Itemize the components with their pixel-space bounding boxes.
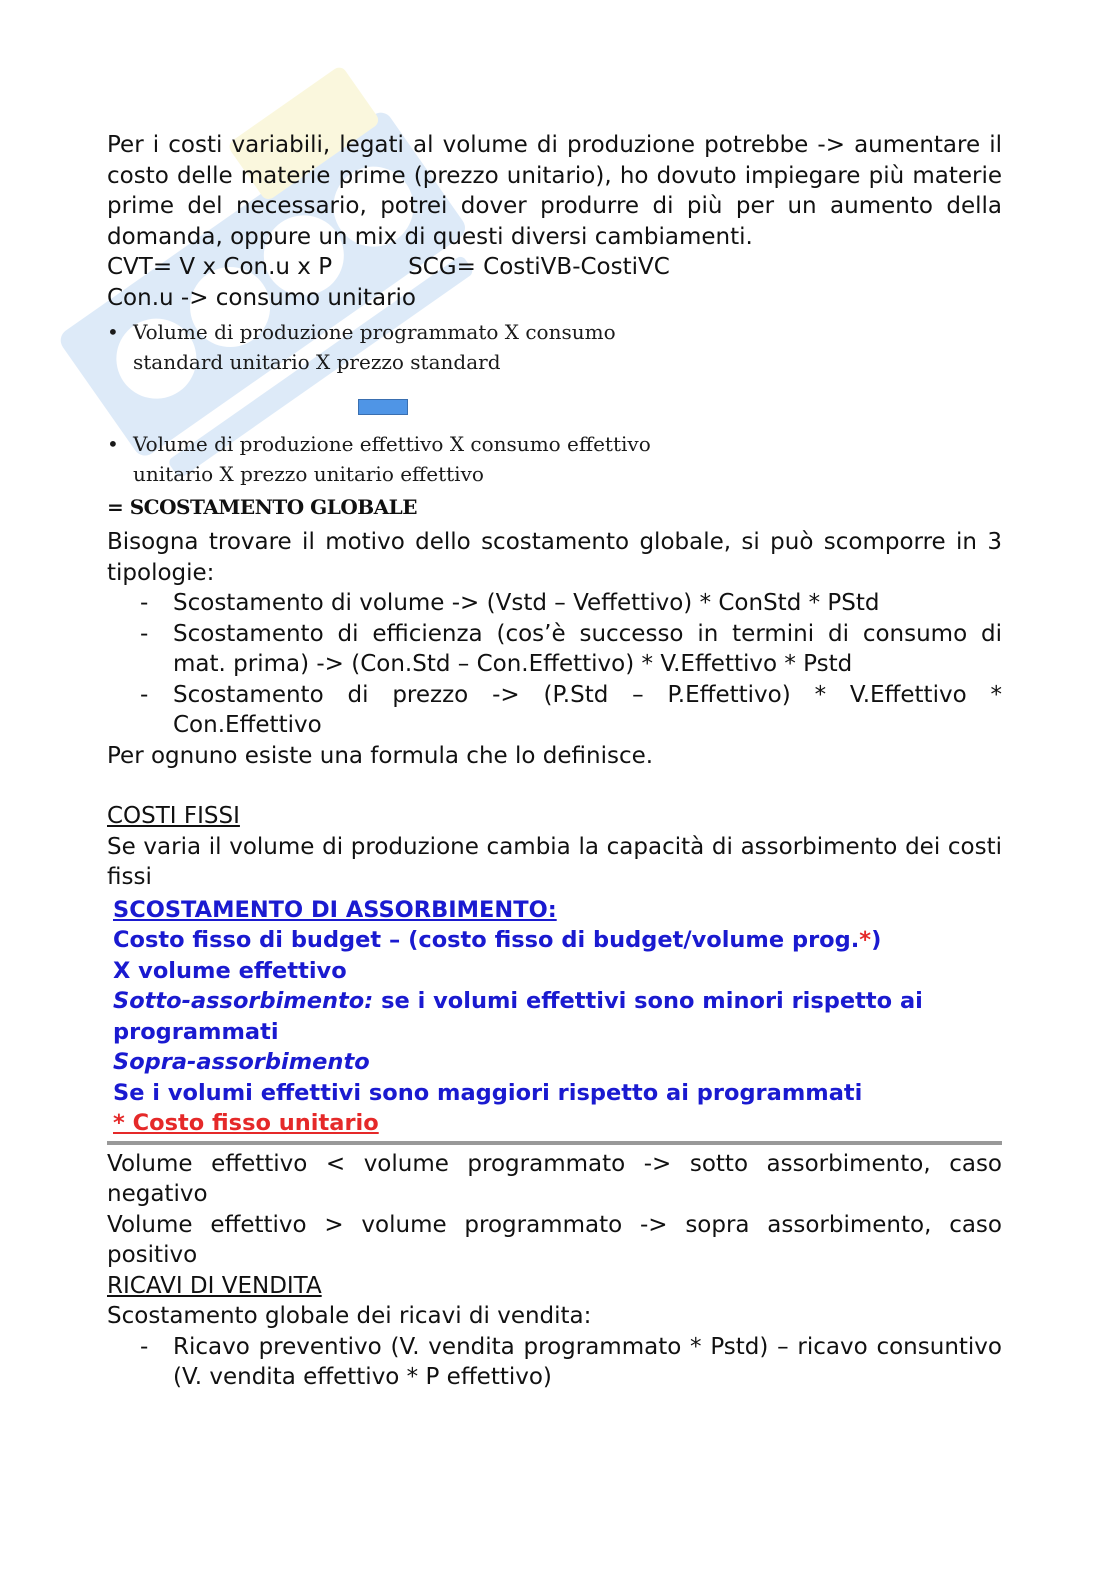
slide-excerpt bbox=[107, 317, 1002, 521]
volume-sopra-line: Volume effettivo > volume programmato -> sopra assorbimento, caso positivo bbox=[107, 1211, 1002, 1268]
formula-scg: SCG= CostiVB-CostiVC bbox=[408, 254, 670, 280]
blue-rectangle-shape bbox=[358, 399, 408, 415]
scostamento-globale-result: = SCOSTAMENTO GLOBALE bbox=[107, 495, 417, 519]
con-u-definition: Con.u -> consumo unitario bbox=[107, 284, 417, 311]
ricavi-list bbox=[107, 1332, 1002, 1393]
formula-line bbox=[107, 252, 1002, 283]
slide-bullet-effettivo: • Volume di produzione effettivo X consumo effettivo unitario X prezzo unitario effettivo bbox=[107, 429, 703, 489]
sopra-assorbimento-label: Sopra-assorbimento bbox=[113, 1049, 370, 1075]
slide-bullet-programmato: • Volume di produzione programmato X consumo standard unitario X prezzo standard bbox=[107, 317, 653, 377]
bullet-dot: • bbox=[107, 432, 119, 456]
bullet-dot: • bbox=[107, 320, 119, 344]
formula-cvt: CVT= V x Con.u x P bbox=[107, 254, 333, 280]
assorbimento-formula-cont: X volume effettivo bbox=[113, 957, 347, 984]
document-body bbox=[107, 130, 1002, 1393]
scostamento-closing: Per ognuno esiste una formula che lo definisce. bbox=[107, 742, 654, 769]
costi-fissi-text: Se varia il volume di produzione cambia la capacità di assorbimento dei costi fissi bbox=[107, 833, 1002, 890]
assorbimento-slide bbox=[107, 895, 1002, 1145]
sotto-assorbimento: Sotto-assorbimento: se i volumi effettivi sono minori rispetto ai programmati bbox=[113, 988, 923, 1045]
costi-fissi-heading: COSTI FISSI bbox=[107, 803, 240, 829]
sopra-assorbimento-text: Se i volumi effettivi sono maggiori rispetto ai programmati bbox=[113, 1079, 863, 1106]
slide-divider bbox=[107, 1141, 1002, 1145]
intro-paragraph: Per i costi variabili, legati al volume di produzione potrebbe -> aumentare il costo delle materie prime (prezzo unitario), ho dovuto impiegare più materie prime del necessario, potrei dover produrre di più per un aumento della domanda, oppure un mix di questi diversi cambiamenti. bbox=[107, 132, 1002, 250]
assorbimento-formula: Costo fisso di budget – (costo fisso di budget/volume prog.*) bbox=[113, 927, 882, 953]
scostamento-intro: Bisogna trovare il motivo dello scostamento globale, si può scomporre in 3 tipologie: bbox=[107, 529, 1002, 586]
list-item: - Scostamento di volume -> (Vstd – Veffettivo) * ConStd * PStd bbox=[140, 590, 880, 616]
volume-sotto-line: Volume effettivo < volume programmato -> sotto assorbimento, caso negativo bbox=[107, 1150, 1002, 1207]
ricavi-text: Scostamento globale dei ricavi di vendita: bbox=[107, 1303, 592, 1329]
ricavi-heading: RICAVI DI VENDITA bbox=[107, 1272, 322, 1299]
list-item: - Ricavo preventivo (V. vendita programmato * Pstd) – ricavo consuntivo (V. vendita effettivo * P effettivo) bbox=[140, 1333, 1002, 1390]
assorbimento-title: SCOSTAMENTO DI ASSORBIMENTO: bbox=[113, 896, 557, 923]
list-item: - Scostamento di prezzo -> (P.Std – P.Effettivo) * V.Effettivo * Con.Effettivo bbox=[140, 681, 1002, 738]
list-item: - Scostamento di efficienza (cos’è successo in termini di consumo di mat. prima) -> (Con.Std – Con.Effettivo) * V.Effettivo * Pstd bbox=[140, 620, 1002, 677]
costo-fisso-footnote: * Costo fisso unitario bbox=[113, 1110, 379, 1136]
scostamento-list bbox=[107, 588, 1002, 741]
